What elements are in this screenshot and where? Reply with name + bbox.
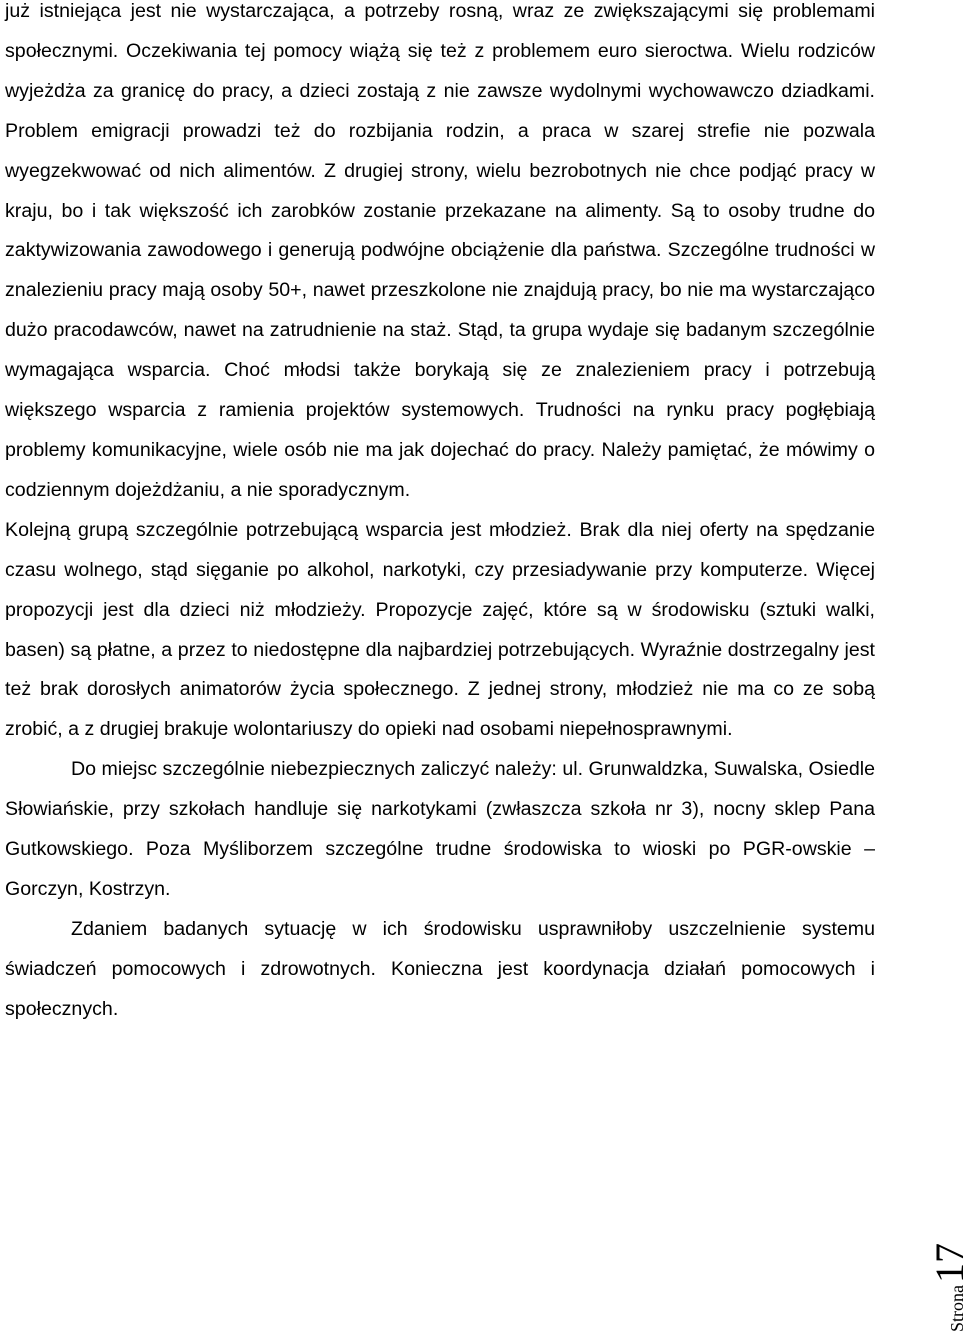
document-body bbox=[5, 0, 875, 1030]
paragraph-4: Zdaniem badanych sytuację w ich środowisku usprawniłoby uszczelnienie systemu świadczeń pomocowych i zdrowotnych. Konieczna jest koordynacja działań pomocowych i społecznych. bbox=[5, 917, 875, 1020]
page-number-footer bbox=[926, 1232, 972, 1332]
paragraph-3: Do miejsc szczególnie niebezpiecznych zaliczyć należy: ul. Grunwaldzka, Suwalska, Osiedle Słowiańskie, przy szkołach handluje się narkotykami (zwłaszcza szkoła nr 3), nocny sklep Pana Gutkowskiego. Poza Myśliborzem szczególne trudne środowiska to wioski po PGR-owskie – Gorczyn, Kostrzyn. bbox=[5, 758, 875, 900]
page-number-value: 17 bbox=[927, 1243, 972, 1283]
paragraph-2: Kolejną grupą szczególnie potrzebującą wsparcia jest młodzież. Brak dla niej oferty na spędzanie czasu wolnego, stąd sięganie po alkohol, narkotyki, czy przesiadywanie przy komputerze. Więcej propozycji jest dla dzieci niż młodzieży. Propozycje zajęć, które są w środowisku (sztuki walki, basen) są płatne, a przez to niedostępne dla najbardziej potrzebujących. Wyraźnie dostrzegalny jest też brak dorosłych animatorów życia społecznego. Z jednej strony, młodzież nie ma co ze sobą zrobić, a z drugiej brakuje wolontariuszy do opieki nad osobami niepełnosprawnymi. bbox=[5, 518, 875, 741]
page-word-label: Strona bbox=[947, 1285, 967, 1332]
paragraph-1: już istniejąca jest nie wystarczająca, a potrzeby rosną, wraz ze zwiększającymi się problemami społecznymi. Oczekiwania tej pomocy wiążą się też z problemem euro sieroctwa. Wielu rodziców wyjeżdża za granicę do pracy, a dzieci zostają z nie zawsze wydolnymi wychowawczo dziadkami. Problem emigracji prowadzi też do rozbijania rodzin, a praca w szarej strefie nie pozwala wyegzekwować od nich alimentów. Z drugiej strony, wielu bezrobotnych nie chce podjąć pracy w kraju, bo i tak większość ich zarobków zostanie przekazane na alimenty. Są to osoby trudne do zaktywizowania zawodowego i generują podwójne obciążenie dla państwa. Szczególne trudności w znalezieniu pracy mają osoby 50+, nawet przeszkolone nie znajdują pracy, bo nie ma wystarczająco dużo pracodawców, nawet na zatrudnienie na staż. Stąd, ta grupa wydaje się badanym szczególnie wymagająca wsparcia. Choć młodsi także borykają się ze znalezieniem pracy i potrzebują większego wsparcia z ramienia projektów systemowych. Trudności na rynku pracy pogłębiają problemy komunikacyjne, wiele osób nie ma jak dojechać do pracy. Należy pamiętać, że mówimy o codziennym dojeżdżaniu, a nie sporadycznym. bbox=[5, 0, 875, 501]
page-number-rotated bbox=[926, 1243, 973, 1332]
